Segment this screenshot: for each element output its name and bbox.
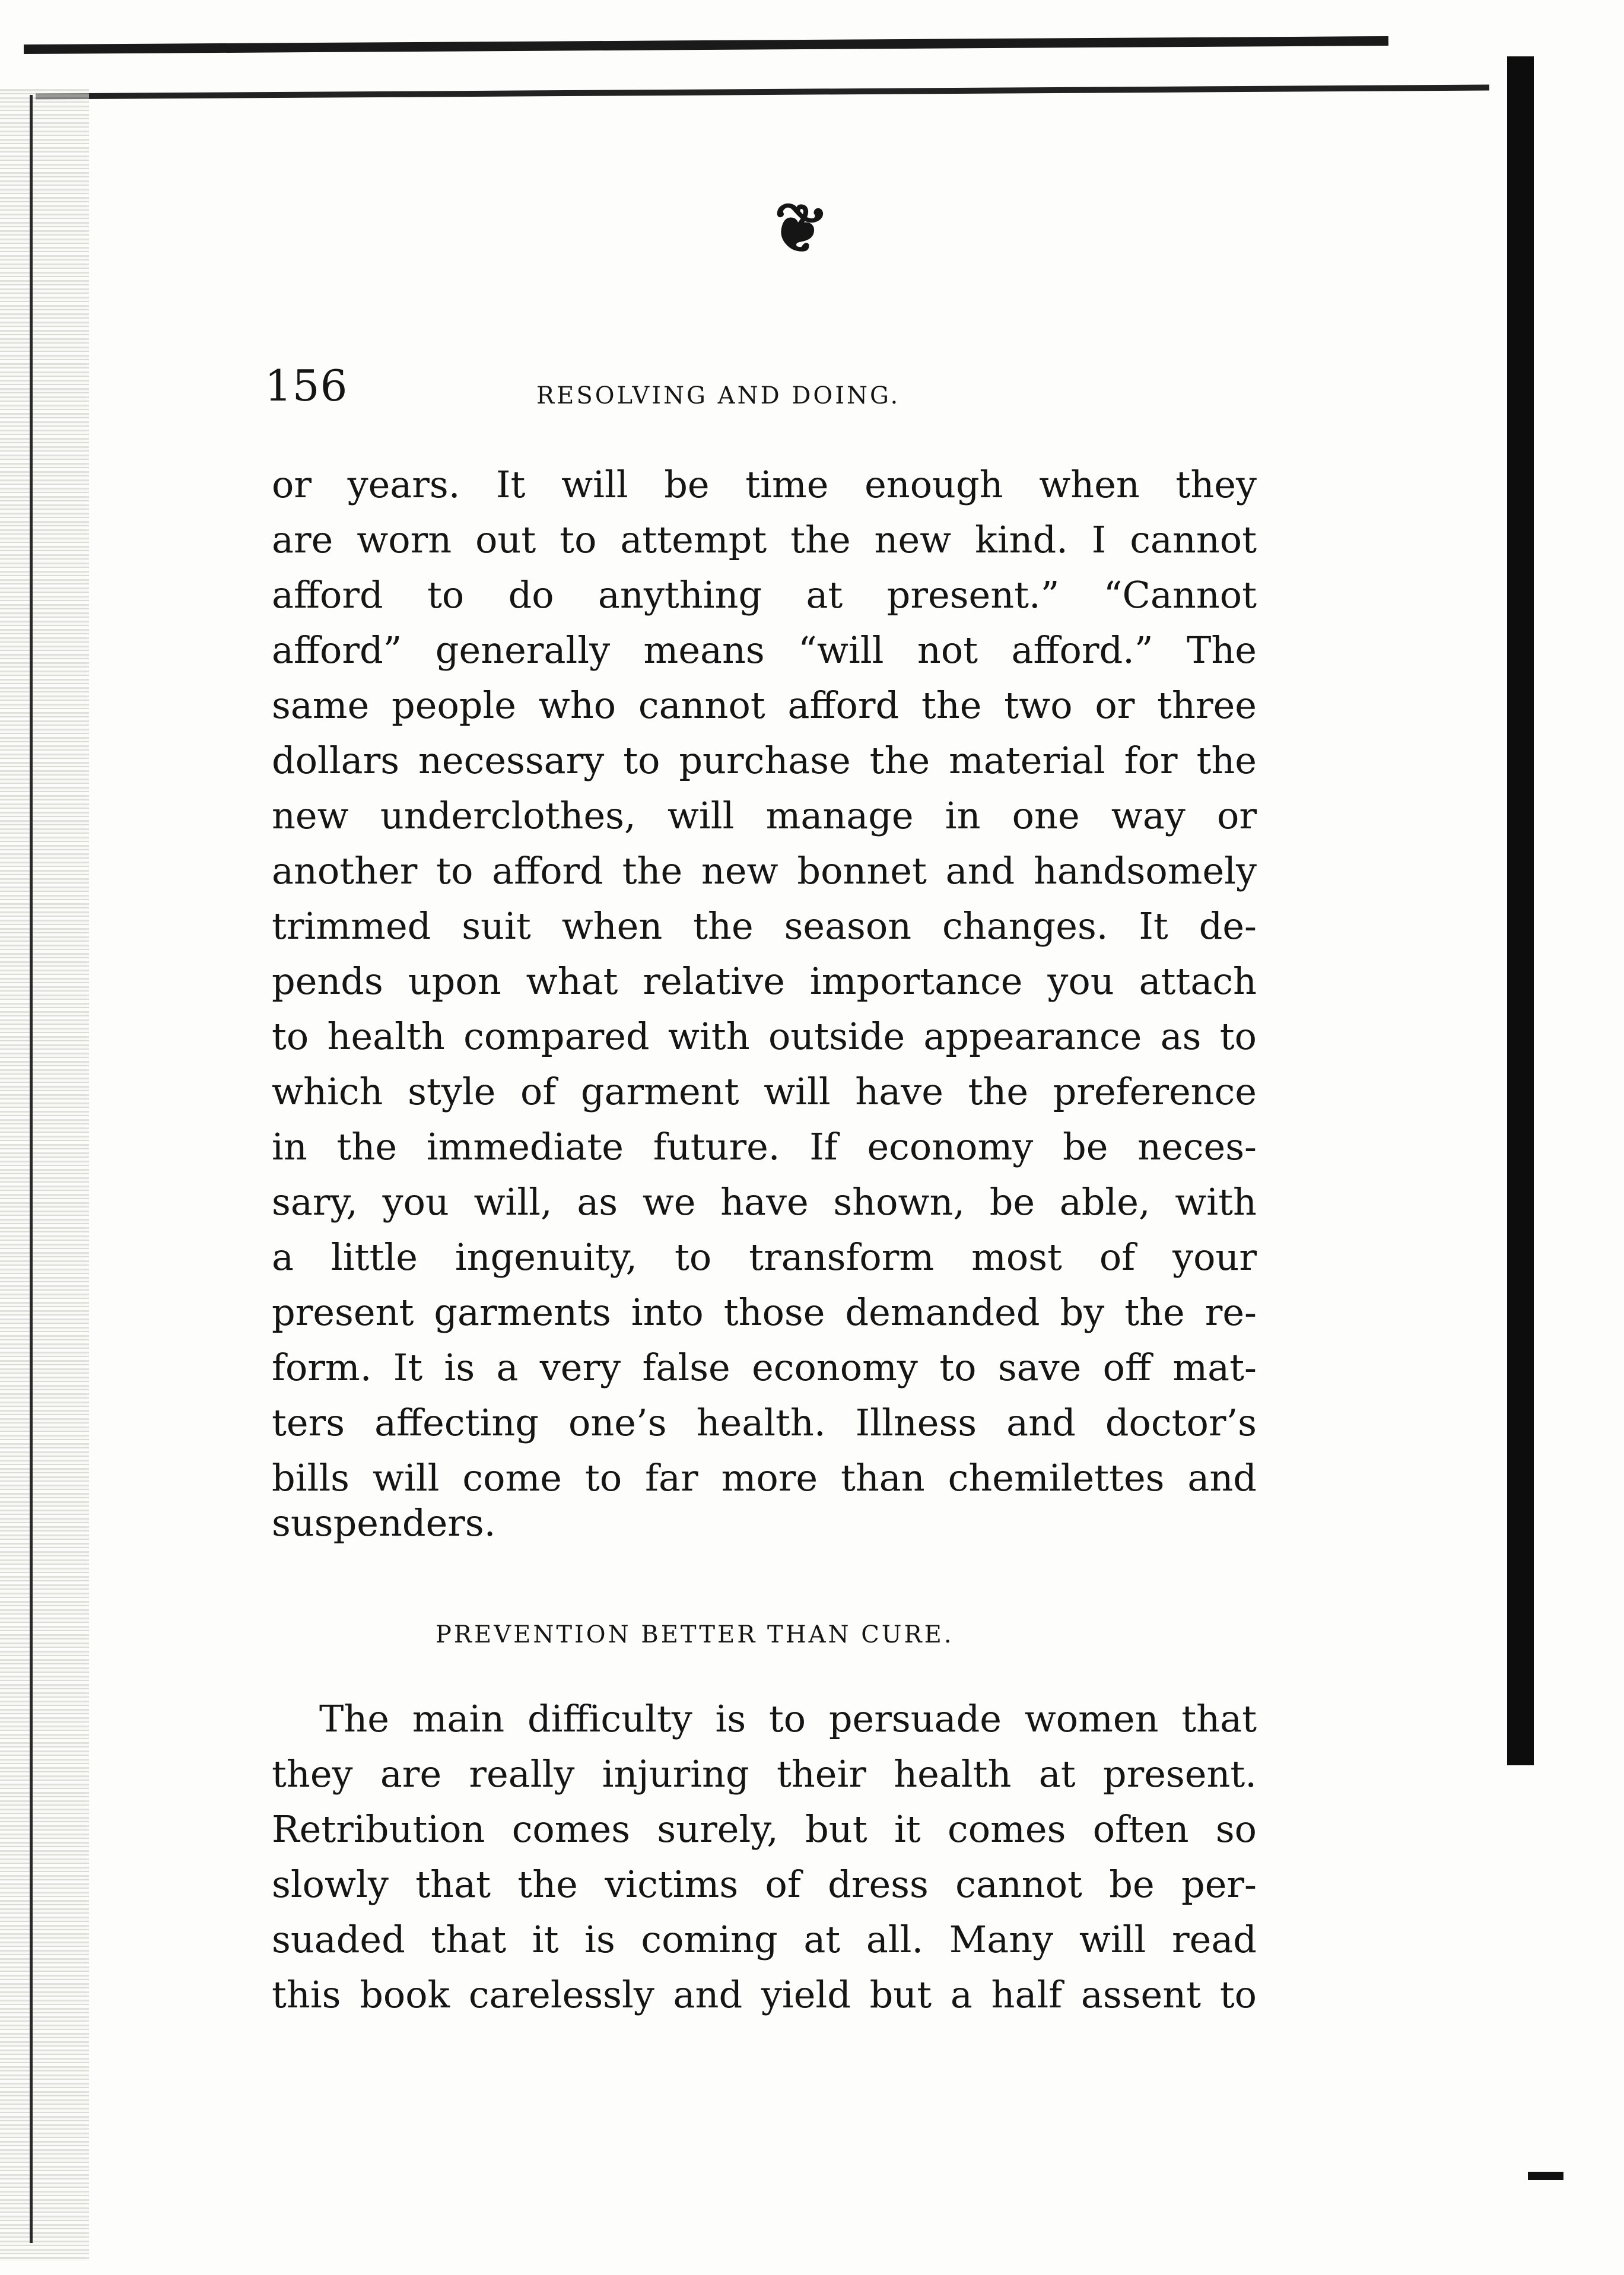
page-header <box>265 361 1267 420</box>
text-line: in the immediate future. If economy be neces- <box>272 1125 1257 1168</box>
text-line: Retribution comes surely, but it comes often so <box>272 1807 1257 1851</box>
text-line: this book carelessly and yield but a half assent to <box>272 1973 1257 2016</box>
scan-corner-mark <box>1528 2172 1563 2180</box>
text-line: same people who cannot afford the two or three <box>272 684 1257 727</box>
text-line: a little ingenuity, to transform most of your <box>272 1235 1257 1279</box>
text-line: suspenders. <box>272 1501 496 1545</box>
text-line: form. It is a very false economy to save off mat- <box>272 1346 1257 1389</box>
text-line: sary, you will, as we have shown, be able, with <box>272 1180 1257 1224</box>
text-line: present garments into those demanded by the re- <box>272 1291 1257 1334</box>
scan-left-binding <box>0 89 89 2261</box>
running-head: RESOLVING AND DOING. <box>536 382 901 409</box>
text-line: bills will come to far more than chemilettes and <box>272 1456 1257 1499</box>
text-line: The main difficulty is to persuade women that <box>319 1697 1257 1740</box>
paragraph-1 <box>272 457 1257 1545</box>
text-line: to health compared with outside appearance as to <box>272 1015 1257 1058</box>
text-line: ters affecting one’s health. Illness and doctor’s <box>272 1401 1257 1444</box>
scan-right-edge-shadow <box>1507 56 1534 1765</box>
text-line: afford” generally means “will not afford.” The <box>272 628 1257 672</box>
paragraph-2 <box>272 1691 1257 2022</box>
text-line: another to afford the new bonnet and handsomely <box>272 849 1257 892</box>
scan-top-rule-inner <box>36 85 1489 100</box>
ink-mark-icon: ❦ <box>764 185 834 272</box>
scan-top-rule <box>24 36 1388 54</box>
section-heading: PREVENTION BETTER THAN CURE. <box>436 1621 954 1648</box>
text-line: are worn out to attempt the new kind. I cannot <box>272 518 1257 561</box>
text-line: pends upon what relative importance you attach <box>272 959 1257 1003</box>
text-line: which style of garment will have the preference <box>272 1070 1257 1113</box>
page-number: 156 <box>265 361 348 411</box>
text-line: suaded that it is coming at all. Many will read <box>272 1918 1257 1961</box>
text-line: trimmed suit when the season changes. It de- <box>272 904 1257 948</box>
text-line: or years. It will be time enough when they <box>272 463 1257 506</box>
text-line: slowly that the victims of dress cannot be per- <box>272 1863 1257 1906</box>
scan-left-line <box>30 95 33 2243</box>
text-line: they are really injuring their health at present. <box>272 1752 1257 1796</box>
text-line: new underclothes, will manage in one way or <box>272 794 1257 837</box>
text-line: afford to do anything at present.” “Cannot <box>272 573 1257 617</box>
text-line: dollars necessary to purchase the material for the <box>272 739 1257 782</box>
